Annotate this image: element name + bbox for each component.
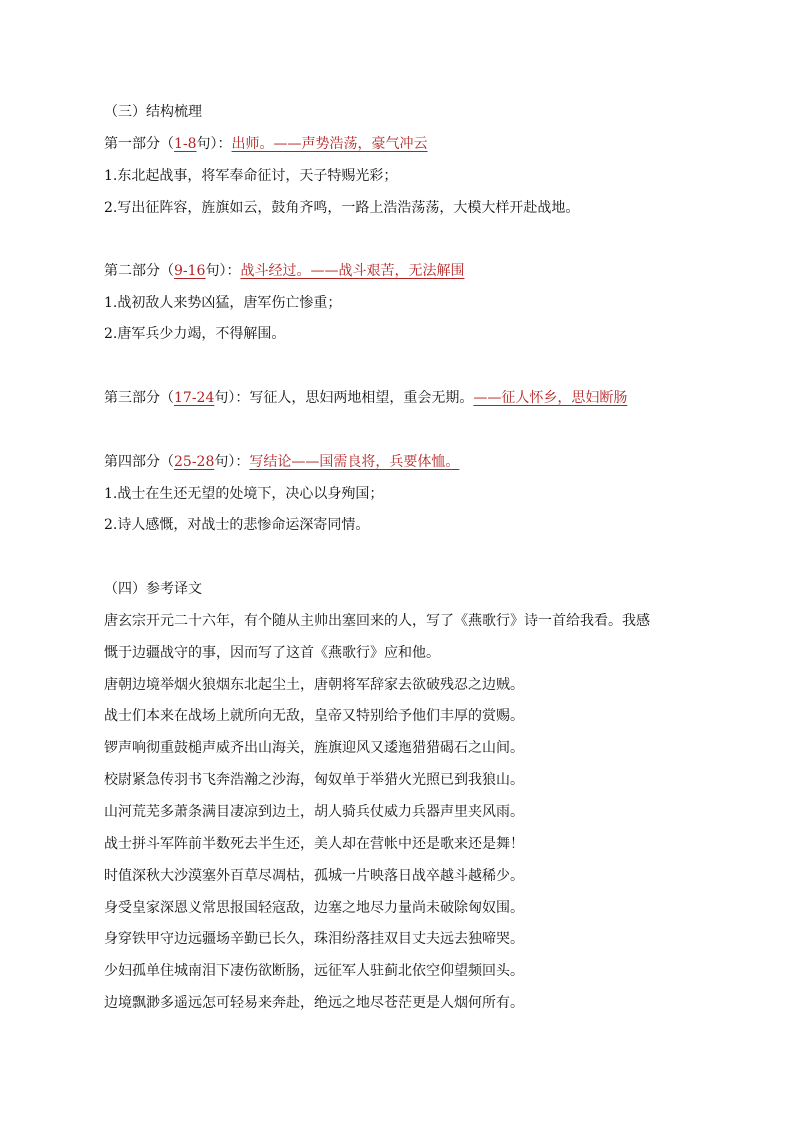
part4-range: 25-28 — [174, 454, 215, 470]
part4-label: 第四部分（ — [104, 454, 174, 470]
part2-point-2: 2.唐军兵少力竭，不得解围。 — [104, 326, 286, 342]
part4-line — [104, 452, 459, 472]
translation-line: 战士拼斗军阵前半数死去半生还，美人却在营帐中还是歌来还是舞！ — [104, 836, 524, 852]
part2-range: 9-16 — [174, 263, 206, 279]
translation-line: 身受皇家深恩义常思报国轻寇敌，边塞之地尽力量尚未破除匈奴围。 — [104, 900, 524, 916]
part1-line — [104, 134, 428, 154]
part1-mid: 句）： — [196, 136, 232, 152]
translation-line: 唐朝边境举烟火狼烟东北起尘土，唐朝将军辞家去欲破残忍之边贼。 — [104, 677, 524, 693]
section3-heading: （三）结构梳理 — [104, 104, 202, 120]
part2-summary: 战斗经过。——战斗艰苦，无法解围 — [240, 263, 465, 279]
part2-label: 第二部分（ — [104, 263, 174, 279]
part4-point-1: 1.战士在生还无望的处境下，决心以身殉国； — [104, 486, 384, 502]
translation-line: 战士们本来在战场上就所向无敌，皇帝又特别给予他们丰厚的赏赐。 — [104, 708, 524, 724]
part3-range: 17-24 — [174, 390, 215, 406]
part1-point-2: 2.写出征阵容，旌旗如云，鼓角齐鸣，一路上浩浩荡荡，大模大样开赴战地。 — [104, 200, 580, 216]
part1-label: 第一部分（ — [104, 136, 174, 152]
translation-intro-2: 慨于边疆战守的事，因而写了这首《燕歌行》应和他。 — [104, 645, 440, 661]
part3-label: 第三部分（ — [104, 390, 174, 406]
part3-line — [104, 388, 627, 408]
part4-point-2: 2.诗人感慨，对战士的悲惨命运深寄同情。 — [104, 517, 370, 533]
translation-intro-1: 唐玄宗开元二十六年，有个随从主帅出塞回来的人，写了《燕歌行》诗一首给我看。我感 — [104, 613, 650, 629]
translation-line: 身穿铁甲守边远疆场辛勤已长久，珠泪纷落挂双目丈夫远去独啼哭。 — [104, 931, 524, 947]
translation-line: 少妇孤单住城南泪下凄伤欲断肠，远征军人驻蓟北依空仰望频回头。 — [104, 963, 524, 979]
translation-line: 校尉紧急传羽书飞奔浩瀚之沙海，匈奴单于举猎火光照已到我狼山。 — [104, 772, 524, 788]
part2-line — [104, 261, 464, 281]
part3-mid: 句）：写征人，思妇两地相望，重会无期。 — [214, 390, 474, 406]
part2-mid: 句）： — [205, 263, 241, 279]
part1-range: 1-8 — [174, 136, 197, 152]
part1-point-1: 1.东北起战事，将军奉命征讨，天子特赐光彩； — [104, 168, 398, 184]
translation-line: 时值深秋大沙漠塞外百草尽凋枯，孤城一片映落日战卒越斗越稀少。 — [104, 868, 524, 884]
part2-point-1: 1.战初敌人来势凶猛，唐军伤亡惨重； — [104, 295, 342, 311]
part4-summary: 写结论——国需良将，兵要体恤。 — [249, 454, 460, 470]
part3-summary: ——征人怀乡，思妇断肠 — [473, 390, 628, 406]
translation-line: 边境飘渺多遥远怎可轻易来奔赴，绝远之地尽苍茫更是人烟何所有。 — [104, 995, 524, 1011]
part1-summary: 出师。——声势浩荡，豪气冲云 — [231, 136, 428, 152]
part4-mid: 句）： — [214, 454, 250, 470]
translation-line: 锣声响彻重鼓槌声威齐出山海关，旌旗迎风又逶迤猎猎碣石之山间。 — [104, 740, 524, 756]
translation-line: 山河荒芜多萧条满目凄凉到边土，胡人骑兵仗威力兵器声里夹风雨。 — [104, 804, 524, 820]
section4-heading: （四）参考译文 — [104, 581, 202, 597]
